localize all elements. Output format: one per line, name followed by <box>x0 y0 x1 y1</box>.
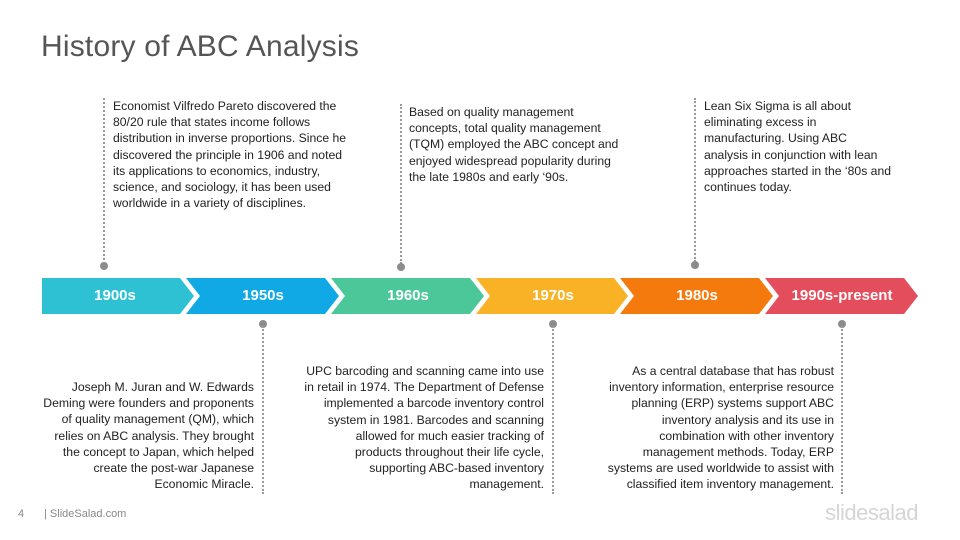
footer-site-link: | SlideSalad.com <box>44 508 127 520</box>
step-label-1980s: 1980s <box>676 287 718 304</box>
top-leader-line-3 <box>694 98 696 262</box>
note-pareto: Economist Vilfredo Pareto discovered the 80/20 rule that states income follows distribution in inverse proportions. Since he discovered the principle in 1906 and noted its applications to economics, industry, science, and sociology, it has been used worldwide in a variety of disciplines. <box>113 99 347 211</box>
page-title: History of ABC Analysis <box>41 30 360 63</box>
bottom-leader-line-3 <box>841 326 843 494</box>
top-leader-line-2 <box>400 104 402 264</box>
top-leader-dot-2 <box>397 263 405 271</box>
step-label-1990s-present: 1990s-present <box>791 287 893 304</box>
step-label-1900s: 1900s <box>94 287 136 304</box>
slidesalad-logo: slidesalad <box>825 500 918 525</box>
top-leader-dot-3 <box>691 261 699 269</box>
bottom-leader-line-2 <box>552 326 554 494</box>
step-label-1950s: 1950s <box>242 287 284 304</box>
note-tqm: Based on quality management concepts, total quality management (TQM) employed the ABC concept and enjoyed widespread popularity during the late 1980s and early ‘90s. <box>409 105 619 184</box>
page-number: 4 <box>18 508 25 520</box>
note-erp: As a central database that has robust inventory information, enterprise resource planning (ERP) systems support ABC inventory analysis and its use in combination with other inventory management methods. Today, ERP systems are used worldwide to assist with classified item inventory management. <box>607 364 834 492</box>
note-upc-barcoding: UPC barcoding and scanning came into use in retail in 1974. The Department of Defense implemented a barcode inventory control system in 1981. Barcodes and scanning allowed for much easier tracking of products throughout their life cycle, supporting ABC-based inventory management. <box>304 364 544 492</box>
top-leader-dot-1 <box>100 262 108 270</box>
step-label-1960s: 1960s <box>387 287 429 304</box>
note-lean-six-sigma: Lean Six Sigma is all about eliminating excess in manufacturing. Using ABC analysis in conjunction with lean approaches started in the ‘80s and continues today. <box>704 99 892 195</box>
bottom-leader-line-1 <box>262 326 264 494</box>
top-leader-line-1 <box>103 98 105 264</box>
step-label-1970s: 1970s <box>532 287 574 304</box>
note-juran-deming: Joseph M. Juran and W. Edwards Deming were founders and proponents of quality management (QM), which relies on ABC analysis. They brought the concept to Japan, which helped create the post-war Japanese Economic Miracle. <box>43 380 254 492</box>
